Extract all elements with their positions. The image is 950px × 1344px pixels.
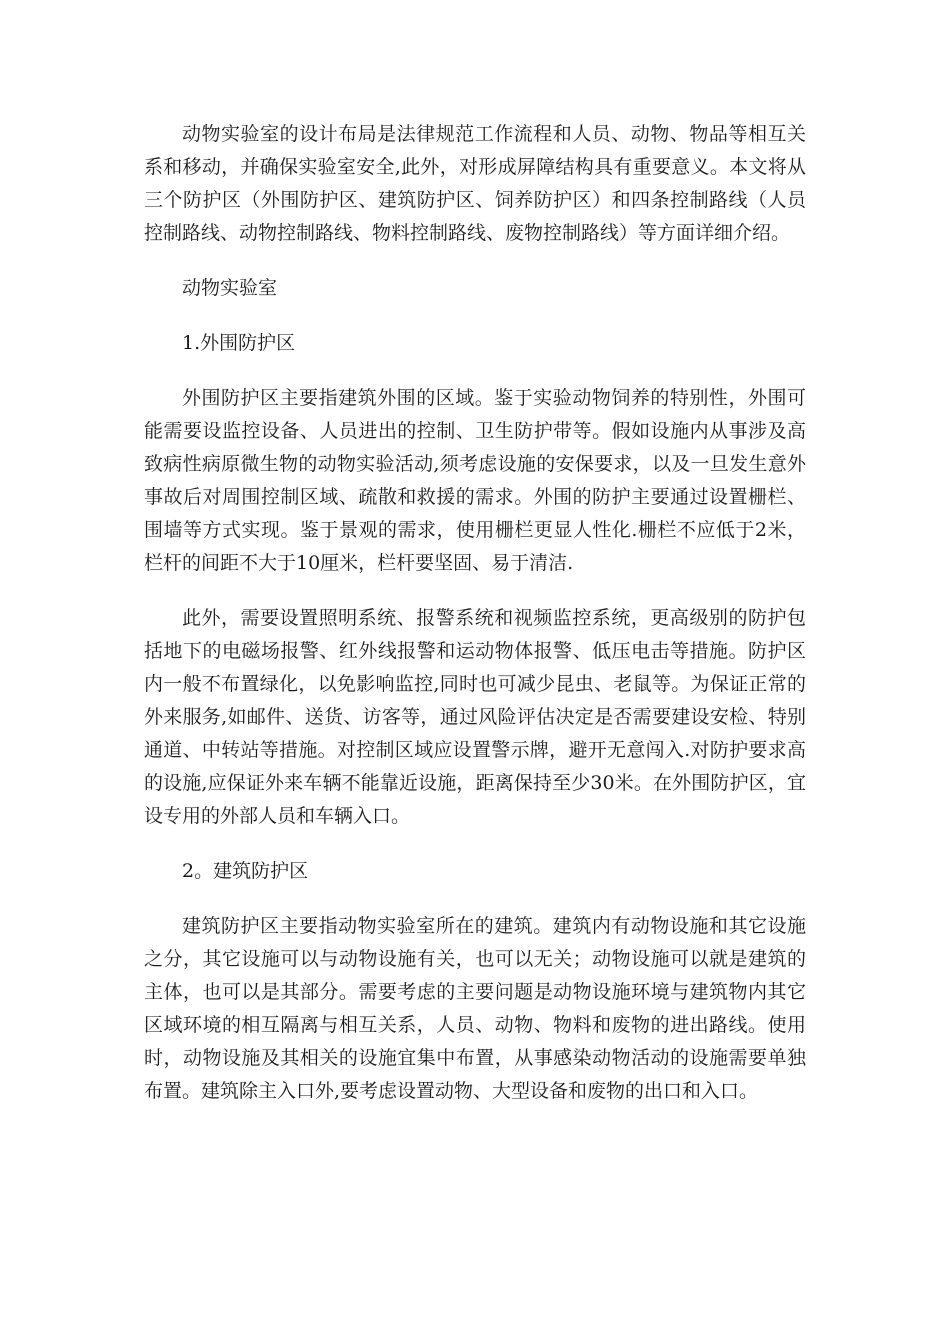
building-zone-paragraph: 建筑防护区主要指动物实验室所在的建筑。建筑内有动物设施和其它设施之分，其它设施可以与动物设施有关，也可以无关；动物设施可以就是建筑的主体，也可以是其部分。需要考虑的主要问题是动物设施环境与建筑物内其它区域环境的相互隔离与相互关系，人员、动物、物料和废物的进出路线。使用时，动物设施及其相关的设施宜集中布置，从事感染动物活动的设施需要单独布置。建筑除主入口外,要考虑设置动物、大型设备和废物的出口和入口。 <box>144 915 806 1102</box>
figure-caption: 动物实验室 <box>182 277 278 299</box>
section-heading-building-zone: 2。建筑防护区 <box>182 860 309 882</box>
outer-zone-paragraph-2: 此外，需要设置照明系统、报警系统和视频监控系统，更高级别的防护包括地下的电磁场报警、红外线报警和运动物体报警、低压电击等措施。防护区内一般不布置绿化，以免影响监控,同时也可减少昆虫、老鼠等。为保证正常的外来服务,如邮件、送货、访客等，通过风险评估决定是否需要建设安检、特别通道、中转站等措施。对控制区域应设置警示牌，避开无意闯入.对防护要求高的设施,应保证外来车辆不能靠近设施，距离保持至少30米。在外围防护区，宜设专用的外部人员和车辆入口。 <box>144 607 806 827</box>
document-body <box>144 118 806 1108</box>
outer-zone-paragraph-1: 外围防护区主要指建筑外围的区域。鉴于实验动物饲养的特别性，外围可能需要设监控设备、人员进出的控制、卫生防护带等。假如设施内从事涉及高致病性病原微生物的动物实验活动,须考虑设施的安保要求，以及一旦发生意外事故后对周围控制区域、疏散和救援的需求。外围的防护主要通过设置栅栏、围墙等方式实现。鉴于景观的需求，使用栅栏更显人性化.栅栏不应低于2米，栏杆的间距不大于10厘米，栏杆要坚固、易于清洁. <box>144 387 806 574</box>
section-heading-outer-zone: 1.外围防护区 <box>182 332 296 354</box>
intro-paragraph: 动物实验室的设计布局是法律规范工作流程和人员、动物、物品等相互关系和移动，并确保实验室安全,此外，对形成屏障结构具有重要意义。本文将从三个防护区（外围防护区、建筑防护区、饲养防护区）和四条控制路线（人员控制路线、动物控制路线、物料控制路线、废物控制路线）等方面详细介绍。 <box>144 123 806 244</box>
